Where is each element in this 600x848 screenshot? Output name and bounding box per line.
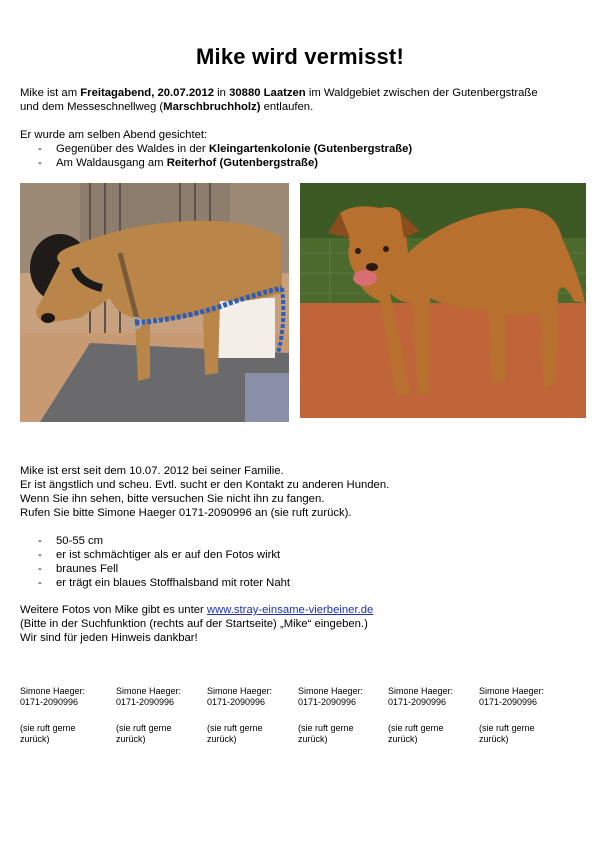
list-item: - er ist schmächtiger als er auf den Fotos wirkt [38, 549, 281, 561]
contact-tab: Simone Haeger: 0171-2090996 (sie ruft gerne zurück) [388, 686, 454, 744]
area-text: Marschbruchholz) [163, 101, 261, 113]
list-item: - Am Waldausgang am Reiterhof (Gutenbergstraße) [38, 157, 318, 169]
more-info-paragraph: Weitere Fotos von Mike gibt es unter www.stray-einsame-vierbeiner.de (Bitte in der Suchfunktion (rechts auf der Startseite) „Mike“ eingeben.) Wir sind für jeden Hinweis dankbar! [20, 603, 585, 645]
intro-paragraph [20, 86, 585, 114]
list-item: - er trägt ein blaues Stoffhalsband mit roter Naht [38, 577, 291, 589]
website-link[interactable]: www.stray-einsame-vierbeiner.de [206, 604, 374, 616]
features-list [38, 534, 290, 590]
contact-tab: Simone Haeger: 0171-2090996 (sie ruft gerne zurück) [20, 686, 86, 744]
list-item: - 50-55 cm [38, 535, 104, 547]
search-hint: (Bitte in der Suchfunktion (rechts auf der Startseite) „Mike“ eingeben.) [20, 618, 368, 630]
info-paragraph: Mike ist erst seit dem 10.07. 2012 bei seiner Familie. Er ist ängstlich und scheu. Evtl. sucht er den Kontakt zu anderen Hunden. Wenn Sie ihn sehen, bitte versuchen Sie nicht ihn zu fangen. Rufen Sie bitte Simone Haeger 0171-2090996 an (sie ruft zurück). [20, 465, 390, 519]
page-title: Mike wird vermisst! [196, 44, 404, 69]
contact-tab: Simone Haeger: 0171-2090996 (sie ruft gerne zurück) [479, 686, 545, 744]
intro-text: und dem Messeschnellweg ( [20, 101, 164, 113]
contact-tab: Simone Haeger: 0171-2090996 (sie ruft gerne zurück) [207, 686, 273, 744]
dog-photo-right [300, 183, 586, 418]
intro-text: entlaufen. [260, 101, 314, 113]
location-text: 30880 Laatzen [229, 87, 306, 99]
intro-text: im Waldgebiet zwischen der Gutenbergstraße [305, 87, 538, 99]
contact-tab: Simone Haeger: 0171-2090996 (sie ruft gerne zurück) [116, 686, 182, 744]
intro-text: in [214, 87, 230, 99]
contact-tab: Simone Haeger: 0171-2090996 (sie ruft gerne zurück) [298, 686, 364, 744]
thanks-text: Wir sind für jeden Hinweis dankbar! [20, 632, 198, 644]
date-text: Freitagabend, 20.07.2012 [80, 87, 215, 99]
sighted-heading: Er wurde am selben Abend gesichtet: [20, 129, 208, 141]
sighted-list [38, 142, 412, 170]
dog-photo-left [20, 183, 289, 422]
intro-text: Mike ist am [20, 87, 81, 99]
list-item: - Gegenüber des Waldes in der Kleingartenkolonie (Gutenbergstraße) [38, 143, 413, 155]
list-item: - braunes Fell [38, 563, 119, 575]
